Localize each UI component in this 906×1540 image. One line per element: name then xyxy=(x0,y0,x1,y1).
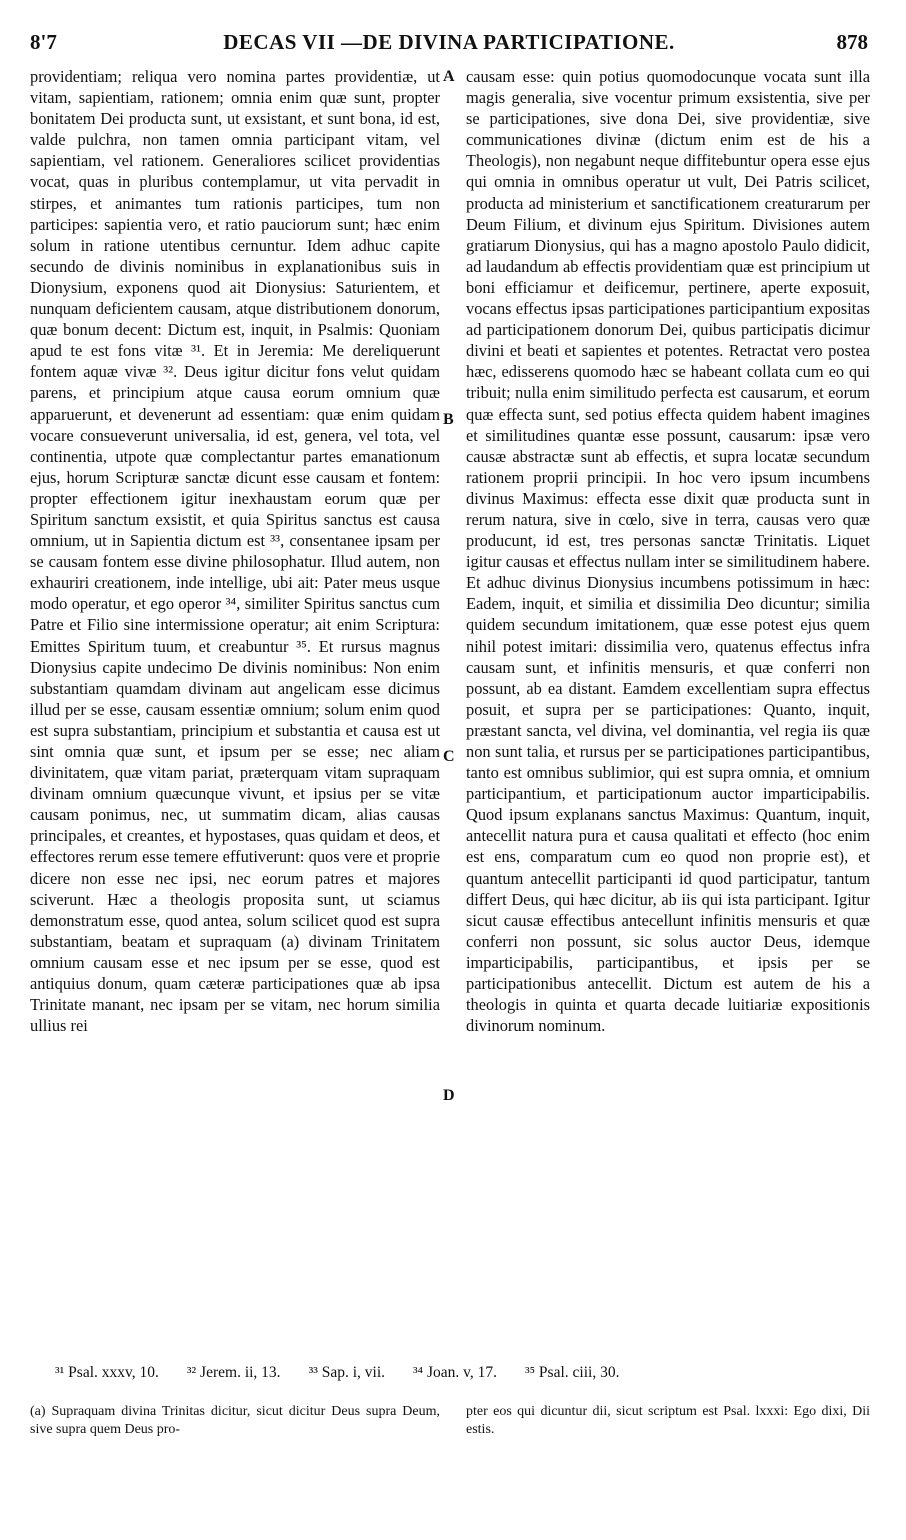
left-column-text: providentiam; reliqua vero nomina partes providentiæ, ut vitam, sapientiam, rationem; omnia enim quæ sunt, propter bonitatem Dei producta sunt, ut exsistant, et sunt bona, id est, valde pulchra, non tamen omnia participant vitam, vel sapientiam, vel rationem. Generaliores scilicet providentias vocat, quas in pluribus contemplamur, ut vita pervadit in stirpes, et animantes tum rationis participes, tum non participes: sapientia vero, et ratio pauciorum sunt; hæc enim solum in ratione utentibus cernuntur. Idem adhuc capite secundo de divinis nominibus in explanationibus suis in Dionysium, exponens quod ait Dionysius: Saturientem, et nunquam deficientem causam, atque distributionem donorum, quæ bonum decent: Dictum est, inquit, in Psalmis: Quoniam apud te est fons vitæ ³¹. Et in Jeremia: Me dereliquerunt fontem aquæ vivæ ³². Deus igitur dicitur fons velut quidam parens, et principium atque causa eorum omnium quæ apparuerunt, et devenerunt ad essentiam: quæ enim quidam vocare consueverunt universalia, id est, genera, vel tota, vel continentia, utpote quæ complectantur partes emanationum ejus, horum Scripturæ sanctæ dicunt esse causam et fontem: propter effectionem igitur inexhaustam eorum quæ per Spiritum sanctum exsistit, et quia Spiritus sanctus est causa omnium, ut in Sapientia dictum est ³³, consentanee ipsam per se causam fontem esse divine philosophatur. Illud autem, non exhauriri creationem, inde intellige, ubi ait: Pater meus usque modo operatur, et ego operor ³⁴, similiter Spiritus sanctus cum Patre et Filio sine intermissione operatur; ait enim Scriptura: Emittes Spiritum tuum, et creabuntur ³⁵. Et rursus magnus Dionysius capite undecimo De divinis nominibus: Non enim substantiam quamdam divinam aut angelicam esse dicimus illud per se esse, causam essentiæ omnium; solum enim quod est supra substantiam, principium et substantia et causa est ut sint omnia quæ sunt, et ipsum per se esse; nec aliam divinitatem, quæ vitam pariat, præterquam vitam supraquam divinam omnium quæcunque vivunt, et ipsius per se vitæ causam ponimus, nec, ut summatim dicam, alias causas principales, et creantes, et hypostases, quas quidam et deos, et effectores rerum esse temere effutiverunt: quos vere et proprie dicere non esse nec ipsi, nec eorum patres et majores sciverunt. Hæc a theologis proposita sunt, ut sciamus demonstratum esse, quod antea, solum scilicet quod est supra substantiam, beatam et supraquam (a) divinam Trinitatem omnium causam esse et nec ipsum per se esse, quod est antiquius donum, quam cæteræ participationes quæ ab ipsa Trinitate manant, nec ipsam per se vitam, nec horum similia ullius rei xyxy=(30,67,440,1036)
footnote: ³¹ Psal. xxxv, 10. xyxy=(55,1364,159,1381)
page-header xyxy=(30,30,868,64)
footnote: ³³ Sap. i, vii. xyxy=(308,1364,386,1381)
bottom-note-right: pter eos qui dicuntur dii, sicut scriptum est Psal. lxxxi: Ego dixi, Dii estis. xyxy=(466,1404,870,1437)
margin-marker-c: C xyxy=(443,748,455,765)
running-title: DECAS VII —DE DIVINA PARTICIPATIONE. xyxy=(223,30,675,54)
footnote: ³⁴ Joan. v, 17. xyxy=(413,1364,497,1381)
margin-marker-b: B xyxy=(443,411,454,428)
bottom-note-left: (a) Supraquam divina Trinitas dicitur, sicut dicitur Deus supra Deum, sive supra quem Deus pro- xyxy=(30,1404,440,1437)
left-column xyxy=(30,66,440,1036)
page-number-right: 878 xyxy=(836,30,868,54)
footnote: ³² Jerem. ii, 13. xyxy=(186,1364,281,1381)
page-number-left: 8'7 xyxy=(30,30,57,54)
footnotes xyxy=(55,1364,855,1382)
margin-marker-d: D xyxy=(443,1087,455,1104)
footnote: ³⁵ Psal. ciii, 30. xyxy=(525,1364,620,1381)
right-column xyxy=(466,66,870,1036)
margin-marker-a: A xyxy=(443,68,455,85)
right-column-text: causam esse: quin potius quomodocunque vocata sunt illa magis generalia, sive vocentur primum exsistentia, sive per se participationes, sive dona Dei, sive providentiæ, sive communicationes divinæ (dictum enim est de his a Theologis), non negabunt neque diffitebuntur opera esse ejus qui omnia in omnibus operatur ut vult, Dei Patris scilicet, producta ad ministerium et sanctificationem creaturarum per Deum Filium, et divinum ejus Spiritum. Divisiones autem gratiarum Dionysius, qui has a magno apostolo Paulo didicit, ad laudandum ab effectis providentiam quæ est principium ut boni efficiamur et deificemur, pertinere, aperte exposuit, vocans effectus ipsas participationes participantium expositas ad participationem donorum Dei, quibus participatis dicimur divini et beati et sapientes et potentes. Retractat vero postea hæc, edisserens quomodo hæc se habeant collata cum eo qui tribuit; nulla enim similitudo perfecta est causarum, et eorum quæ effecta sunt, sed potius effecta quidem habent imagines et similitudines quantæ esse possunt, causarum: ipsæ vero causæ abstractæ sunt ab effectis, et supra locatæ secundum rationem proprii principii. In hoc vero ipsum incumbens divinus Maximus: effecta esse dixit quæ producta sunt in rerum natura, sive in cœlo, sive in terra, causas vero quæ producunt, id est, tres personas sanctæ Trinitatis. Liquet igitur causas et effectus nullam inter se similitudinem habere. Et adhuc divinus Dionysius incumbens potissimum in hæc: Eadem, inquit, et similia et dissimilia Deo dicuntur; similia quidem secundum imitationem, quæ esse potest ejus quem nihil potest imitari: dissimilia vero, quatenus effectus infra causam sunt, et infinitis mensuris, et quæ conferri non possunt, ab ea distant. Eamdem excellentiam supra effectus posuit, et supra per se participationes: Quanto, inquit, præstant sancta, vel divina, vel dominantia, vel regia iis quæ non sunt talia, et rursus per se participationes participantibus, tanto est omnibus sublimior, qui est supra omnia, et omnium participantium, et participationum auctor imparticipabilis. Quod ipsum explanans sanctus Maximus: Quantum, inquit, antecellit natura pura et causa qualitati et effecto (hoc enim est ens, comparatum cum eo quod non proprie est), et quantum antecellit participanti id quod participatur, tantum differt Deus, qui hæc dicitur, ab iis qui ista participant. Igitur sicut causæ effectibus antecellunt infinitis mensuris et quæ conferri non possunt, sic solus auctor Deus, idemque imparticipabilis, participantibus, et ipsis per se participationibus antecellit. Dictum est autem de his a theologis in quinta et quarta decade luitiariæ expositionis divinorum nominum. xyxy=(466,67,870,1036)
